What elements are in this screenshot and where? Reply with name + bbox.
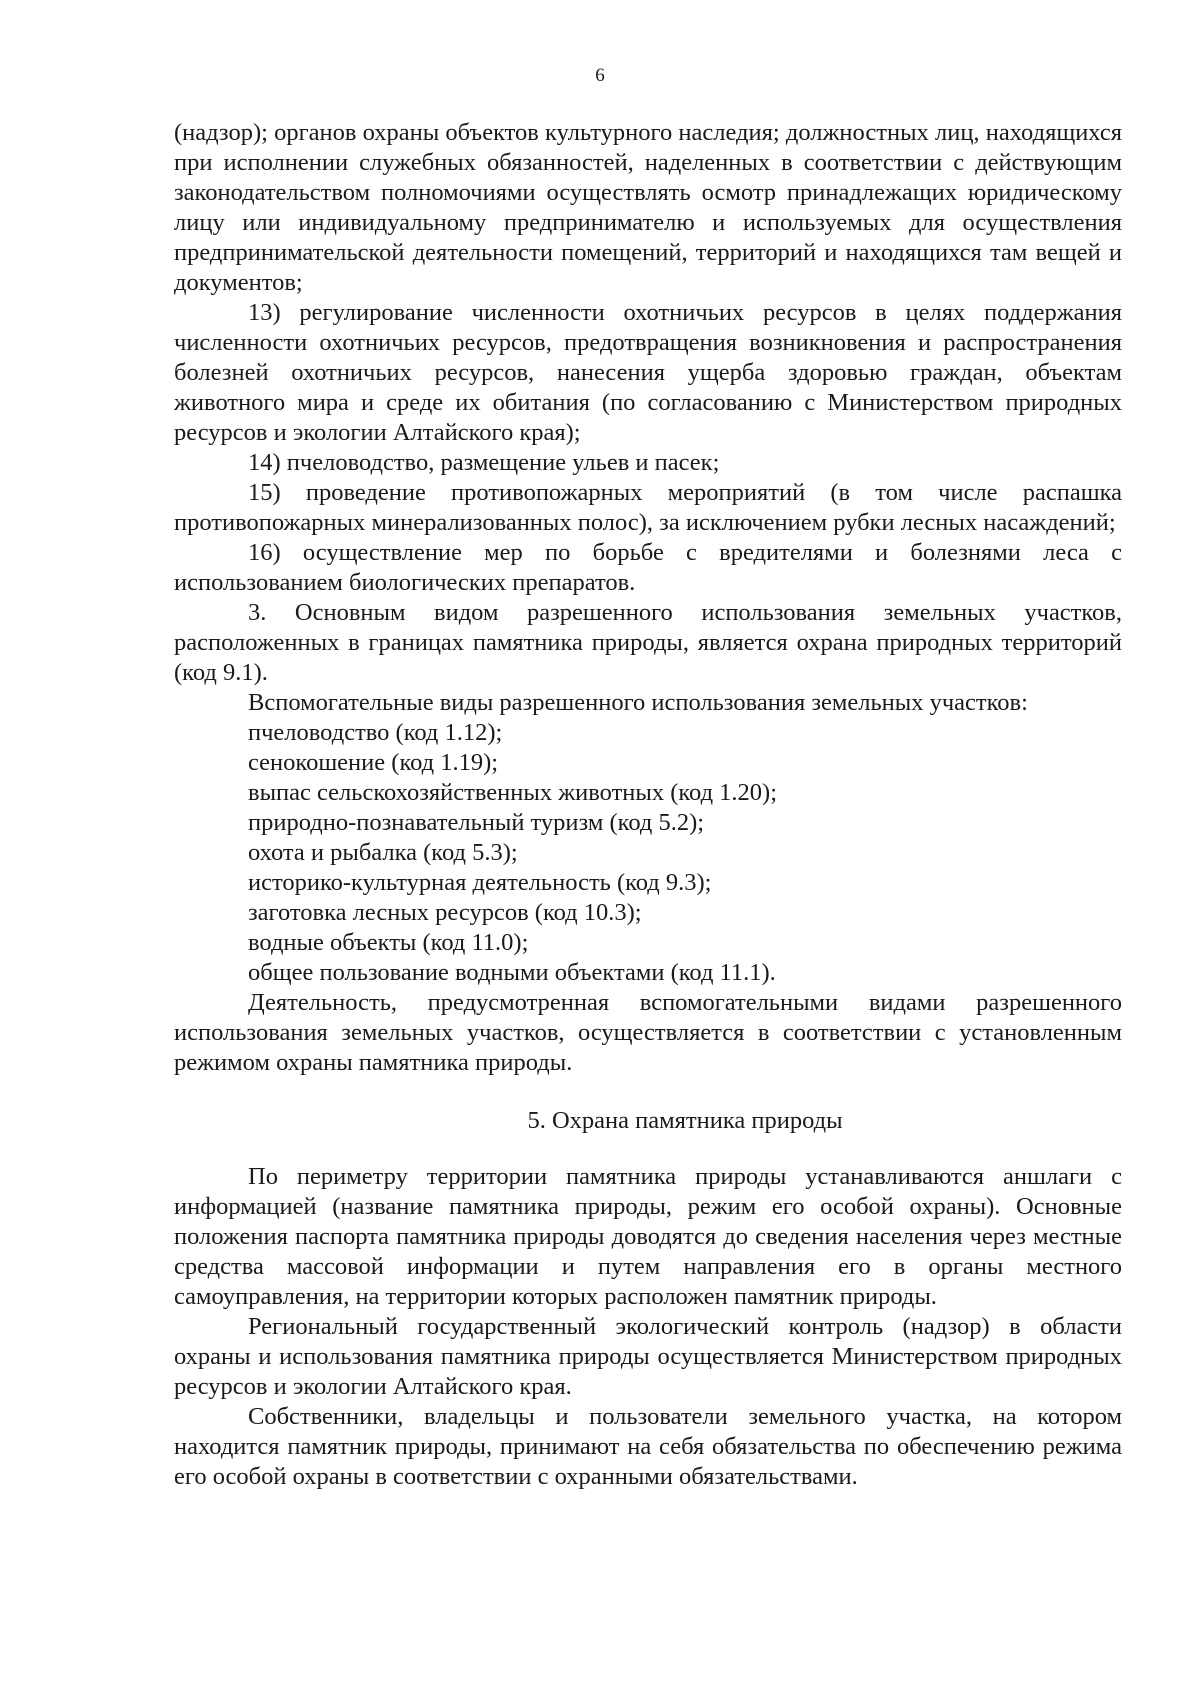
paragraph-item-16: 16) осуществление мер по борьбе с вредителями и болезнями леса с использованием биологических препаратов.	[174, 539, 1122, 596]
section-heading: 5. Охрана памятника природы	[527, 1107, 843, 1134]
page-number: 6	[595, 65, 605, 86]
list-item: историко-культурная деятельность (код 9.3);	[248, 869, 712, 896]
paragraph-continuation: (надзор); органов охраны объектов культурного наследия; должностных лиц, находящихся при исполнении служебных обязанностей, наделенных в соответствии с действующим законодательством полномочиями осуществлять осмотр принадлежащих юридическому лицу или индивидуальному предпринимателю и используемых для осуществления предпринимательской деятельности помещений, территорий и находящихся там вещей и документов;	[174, 119, 1122, 296]
paragraph-item-15: 15) проведение противопожарных мероприятий (в том числе распашка противопожарных минерализованных полос), за исключением рубки лесных насаждений;	[174, 479, 1122, 536]
list-item: пчеловодство (код 1.12);	[248, 719, 503, 746]
list-item: водные объекты (код 11.0);	[248, 929, 529, 956]
list-item: сенокошение (код 1.19);	[248, 749, 499, 776]
list-item: выпас сельскохозяйственных животных (код 1.20);	[248, 779, 778, 806]
paragraph-clause-3: 3. Основным видом разрешенного использования земельных участков, расположенных в границах памятника природы, является охрана природных территорий (код 9.1).	[174, 599, 1122, 686]
list-item: заготовка лесных ресурсов (код 10.3);	[248, 899, 642, 926]
paragraph-item-13: 13) регулирование численности охотничьих ресурсов в целях поддержания численности охотничьих ресурсов, предотвращения возникновения и распространения болезней охотничьих ресурсов, нанесения ущерба здоровью граждан, объектам животного мира и среде их обитания (по согласованию с Министерством природных ресурсов и экологии Алтайского края);	[174, 299, 1122, 446]
document-body	[174, 118, 1122, 1492]
paragraph-item-14: 14) пчеловодство, размещение ульев и пасек;	[248, 449, 720, 476]
aux-uses-intro: Вспомогательные виды разрешенного использования земельных участков:	[248, 689, 1028, 716]
paragraph-signage: По периметру территории памятника природы устанавливаются аншлаги с информацией (название памятника природы, режим его особой охраны). Основные положения паспорта памятника природы доводятся до сведения населения через местные средства массовой информации и путем направления его в органы местного самоуправления, на территории которых расположен памятник природы.	[174, 1163, 1122, 1310]
aux-uses-list	[174, 718, 1122, 988]
list-item: охота и рыбалка (код 5.3);	[248, 839, 518, 866]
list-item: природно-познавательный туризм (код 5.2);	[248, 809, 705, 836]
paragraph-control: Региональный государственный экологический контроль (надзор) в области охраны и использования памятника природы осуществляется Министерством природных ресурсов и экологии Алтайского края.	[174, 1313, 1122, 1400]
paragraph-obligations: Собственники, владельцы и пользователи земельного участка, на котором находится памятник природы, принимают на себя обязательства по обеспечению режима его особой охраны в соответствии с охранными обязательствами.	[174, 1403, 1122, 1490]
list-item: общее пользование водными объектами (код 11.1).	[248, 959, 776, 986]
aux-uses-outro: Деятельность, предусмотренная вспомогательными видами разрешенного использования земельных участков, осуществляется в соответствии с установленным режимом охраны памятника природы.	[174, 989, 1122, 1076]
